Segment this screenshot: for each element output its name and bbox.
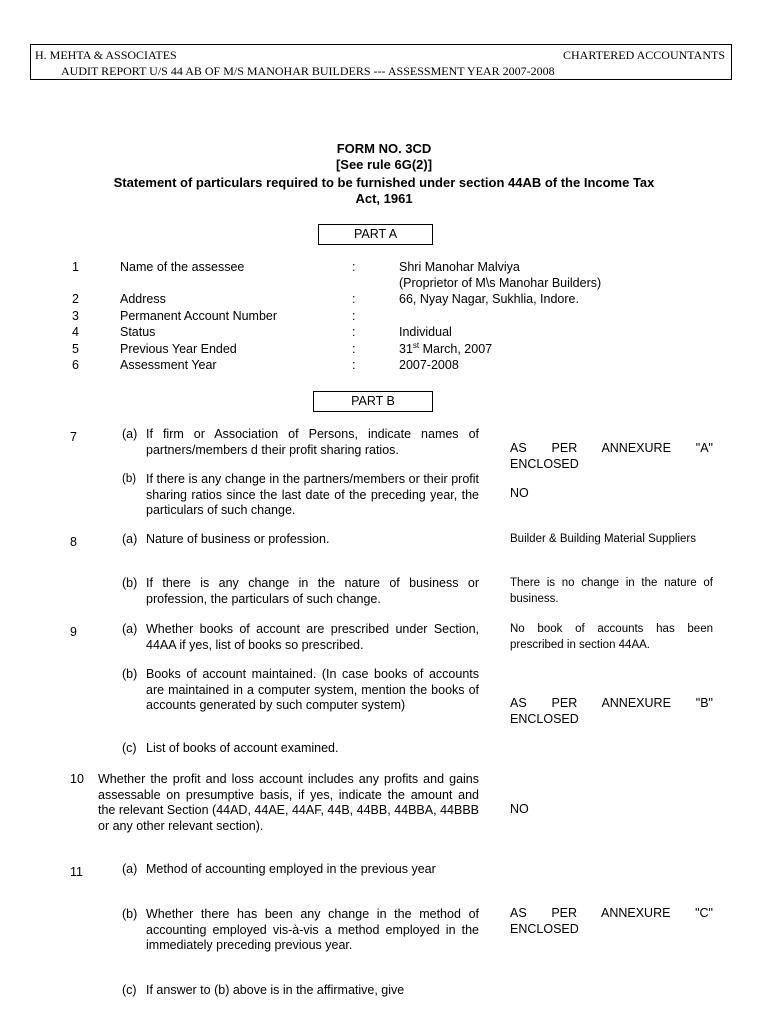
sub-letter: (a)	[122, 427, 138, 441]
item-text: List of books of account examined.	[146, 741, 339, 755]
part-b-heading: PART B	[313, 391, 433, 412]
row-colon: :	[352, 342, 356, 356]
item-answer: NO	[510, 486, 529, 500]
form-rule: [See rule 6G(2)]	[335, 157, 433, 172]
item-number: 10	[70, 772, 84, 786]
row-label: Name of the assessee	[120, 260, 245, 274]
row-number: 4	[72, 325, 79, 339]
item-number: 7	[70, 430, 77, 444]
item-answer: NO	[510, 802, 529, 816]
value-ordinal: st	[412, 340, 420, 350]
sub-letter: (b)	[122, 667, 138, 681]
sub-letter: (b)	[122, 473, 137, 485]
row-colon: :	[352, 358, 356, 372]
row-value: Shri Manohar Malviya	[399, 260, 520, 274]
row-value: 2007-2008	[399, 358, 459, 372]
row-colon: :	[352, 309, 356, 323]
firm-name: H. MEHTA & ASSOCIATES	[35, 48, 177, 62]
row-label: Assessment Year	[120, 358, 217, 372]
item-text: If there is any change in the partners/members or their profit sharing ratios since the last date of the preceding year, the particulars of such change.	[146, 472, 479, 517]
row-number: 2	[72, 292, 79, 306]
sub-letter: (c)	[122, 741, 137, 755]
item-number: 11	[70, 865, 83, 879]
row-value: Individual	[399, 325, 452, 339]
sub-letter: (a)	[122, 532, 138, 546]
sub-letter: (c)	[122, 983, 137, 997]
item-answer: No book of accounts has been prescribed in section 44AA.	[510, 623, 713, 651]
row-value-continued: (Proprietor of M\s Manohar Builders)	[399, 276, 602, 290]
item-answer: Builder & Building Material Suppliers	[510, 533, 697, 545]
value-rest: March, 2007	[419, 342, 493, 356]
item-text: Whether the profit and loss account includes any profits and gains assessable on presumptive basis, if yes, indicate the amount and the relevant Section (44AD, 44AE, 44AF, 44B, 44BB, 44BBA, 44BBB or any other relevant section).	[98, 772, 479, 833]
row-number: 3	[72, 309, 79, 323]
item-answer: AS PER ANNEXURE "A" ENCLOSED	[510, 441, 713, 471]
part-a-heading: PART A	[318, 224, 433, 245]
item-answer: There is no change in the nature of business.	[510, 577, 713, 605]
report-line: AUDIT REPORT U/S 44 AB OF M/S MANOHAR BUILDERS --- ASSESSMENT YEAR 2007-2008	[61, 64, 555, 78]
row-value	[399, 342, 492, 358]
item-number: 9	[70, 625, 77, 639]
row-colon: :	[352, 325, 356, 339]
sub-letter: (b)	[122, 576, 138, 590]
value-day: 31	[399, 342, 413, 356]
row-number: 1	[72, 260, 79, 274]
row-number: 6	[72, 358, 79, 372]
row-colon: :	[352, 292, 356, 306]
item-text: Whether there has been any change in the method of accounting employed vis-à-vis a method employed in the immediately preceding previous year.	[146, 907, 479, 952]
profession: CHARTERED ACCOUNTANTS	[563, 48, 725, 62]
form-number: FORM NO. 3CD	[336, 141, 432, 156]
row-label: Permanent Account Number	[120, 309, 278, 323]
header-box	[30, 44, 732, 80]
item-text: Whether books of account are prescribed under Section, 44AA if yes, list of books so prescribed.	[146, 622, 479, 652]
row-colon: :	[352, 260, 356, 274]
row-label: Address	[120, 292, 166, 306]
item-text: If firm or Association of Persons, indicate names of partners/members d their profit sharing ratios.	[146, 427, 479, 457]
item-text: If answer to (b) above is in the affirmative, give	[146, 983, 405, 997]
sub-letter: (a)	[122, 622, 138, 636]
row-label: Status	[120, 325, 156, 339]
row-label: Previous Year Ended	[120, 342, 237, 356]
item-answer: AS PER ANNEXURE "B" ENCLOSED	[510, 696, 713, 726]
statement-line-2: Act, 1961	[355, 191, 413, 206]
item-text: If there is any change in the nature of business or profession, the particulars of such change.	[146, 576, 479, 606]
item-number: 8	[70, 535, 77, 549]
item-answer: AS PER ANNEXURE "C" ENCLOSED	[510, 906, 713, 936]
item-text: Nature of business or profession.	[146, 532, 330, 546]
item-text: Method of accounting employed in the previous year	[146, 862, 436, 876]
sub-letter: (a)	[122, 862, 138, 876]
item-text: Books of account maintained. (In case books of accounts are maintained in a computer system, mention the books of accounts generated by such computer system)	[146, 667, 479, 712]
sub-letter: (b)	[122, 907, 138, 921]
statement-line-1: Statement of particulars required to be furnished under section 44AB of the Income Tax	[113, 175, 655, 190]
row-value: 66, Nyay Nagar, Sukhlia, Indore.	[399, 292, 579, 306]
row-number: 5	[72, 342, 79, 356]
